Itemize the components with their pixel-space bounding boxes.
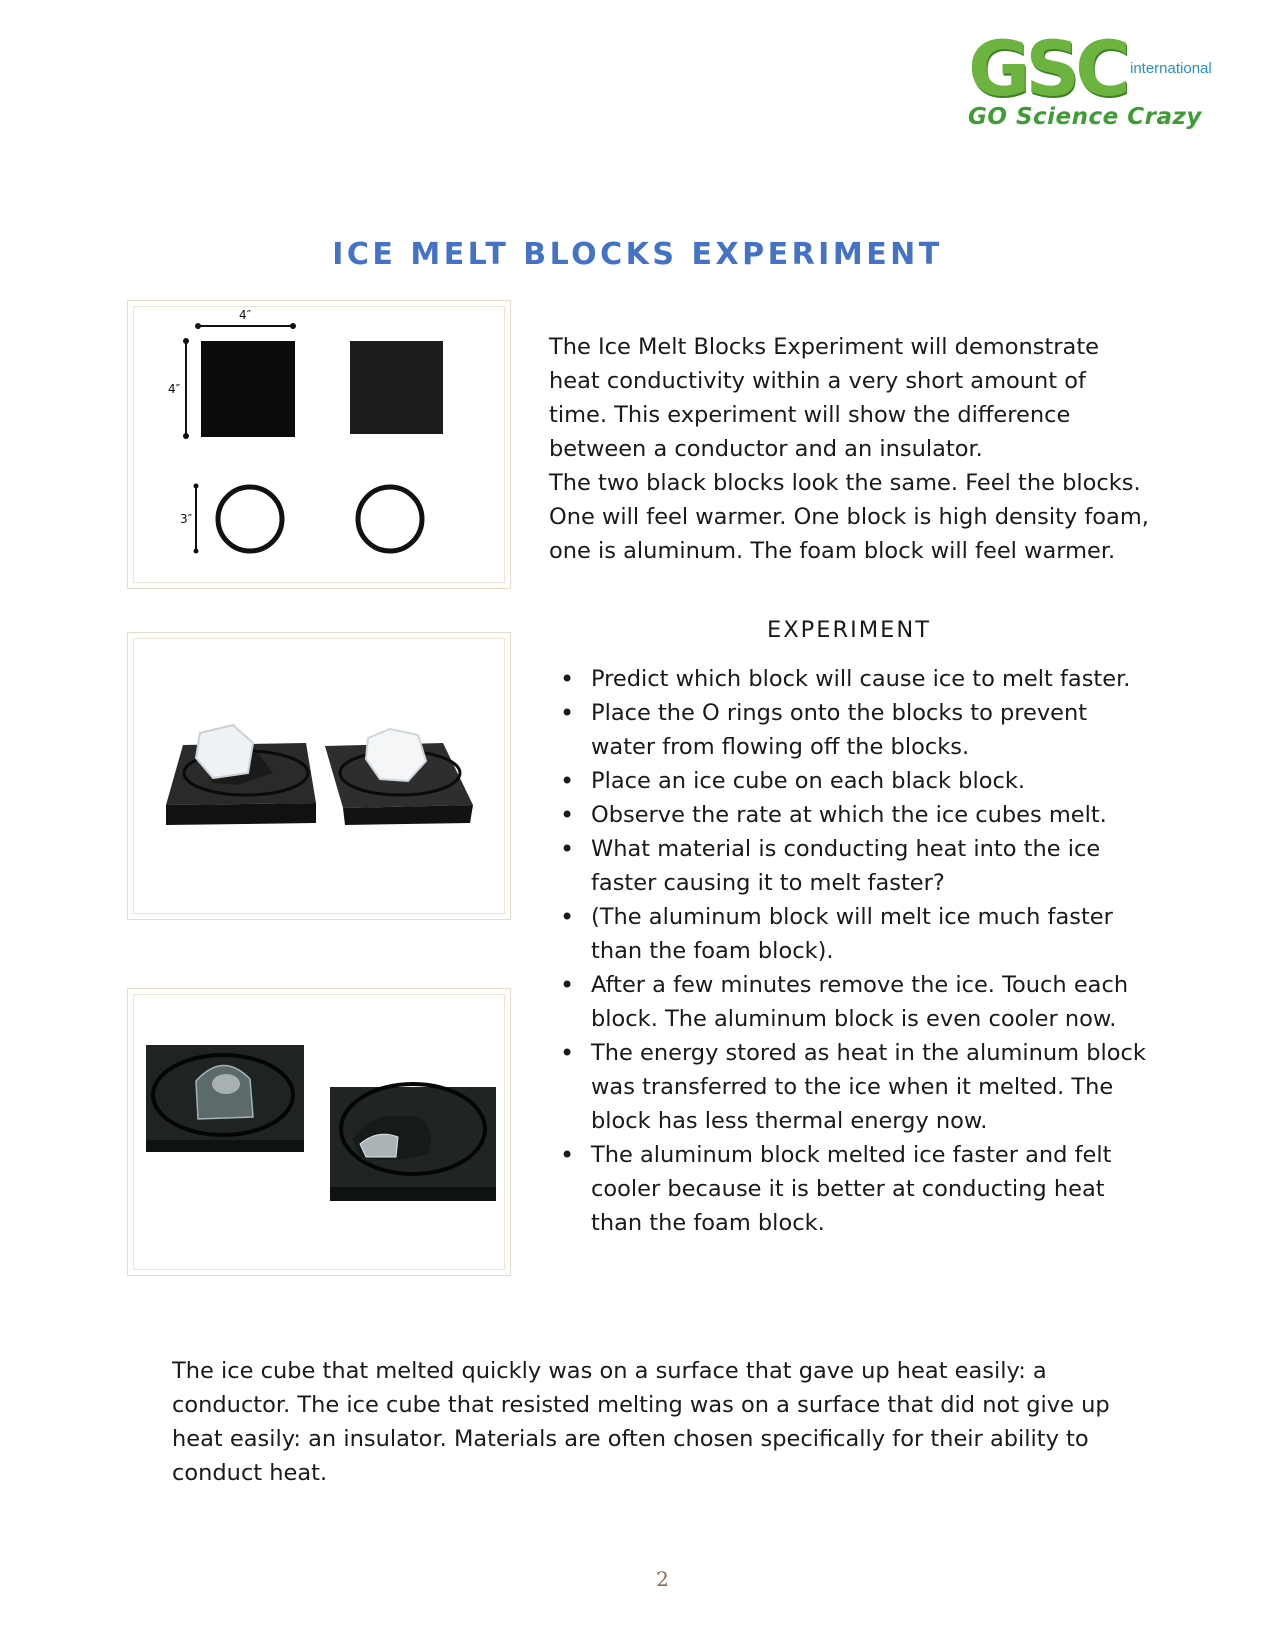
aluminum-block <box>350 341 443 434</box>
photo-melted-ice <box>127 988 511 1276</box>
list-item: • Place an ice cube on each black block. <box>549 764 1149 798</box>
intro-paragraph: The Ice Melt Blocks Experiment will demonstrate heat conductivity within a very short amount of time. This experiment will show the difference between a conductor and an insulator. <box>549 334 1099 462</box>
list-item: • After a few minutes remove the ice. Touch each block. The aluminum block is even cooler now. <box>549 968 1149 1036</box>
ice-on-blocks-illustration <box>128 633 512 921</box>
logo-tagline: GO Science Crazy <box>968 104 1202 130</box>
intro-text <box>549 330 1149 568</box>
melted-ice-illustration <box>128 989 512 1277</box>
height-label: 4″ <box>168 382 181 396</box>
foam-block <box>201 341 295 437</box>
photo-ice-on-blocks <box>127 632 511 920</box>
diagram-illustration <box>128 301 512 590</box>
width-label: 4″ <box>238 308 252 322</box>
experiment-steps-list <box>549 662 1149 1240</box>
list-item: • The energy stored as heat in the aluminum block was transferred to the ice when it melted. The block has less thermal energy now. <box>549 1036 1149 1138</box>
list-item: • (The aluminum block will melt ice much faster than the foam block). <box>549 900 1149 968</box>
page-number: 2 <box>656 1567 669 1591</box>
ring-label: 3″ <box>180 512 193 526</box>
gsc-logo <box>968 24 1228 140</box>
logo-wordmark: GSC <box>968 24 1126 113</box>
list-item: • What material is conducting heat into the ice faster causing it to melt faster? <box>549 832 1149 900</box>
diagram-blocks-and-rings <box>127 300 511 589</box>
list-item: • Predict which block will cause ice to melt faster. <box>549 662 1149 696</box>
intro-paragraph: The two black blocks look the same. Feel the blocks. One will feel warmer. One block is high density foam, one is aluminum. The foam block will feel warmer. <box>549 470 1149 564</box>
o-ring-right <box>358 487 422 551</box>
experiment-heading: EXPERIMENT <box>767 617 931 643</box>
o-ring-left <box>218 487 282 551</box>
list-item: • The aluminum block melted ice faster and felt cooler because it is better at conducting heat than the foam block. <box>549 1138 1149 1240</box>
page-title: ICE MELT BLOCKS EXPERIMENT <box>332 237 943 272</box>
logo-suffix: international <box>1130 60 1212 77</box>
closing-paragraph: The ice cube that melted quickly was on a surface that gave up heat easily: a conductor. The ice cube that resisted melting was on a surface that did not give up heat easily: an insulator. Materials are often chosen specifically for their ability to conduct heat. <box>172 1358 1110 1486</box>
list-item: • Observe the rate at which the ice cubes melt. <box>549 798 1149 832</box>
list-item: • Place the O rings onto the blocks to prevent water from flowing off the blocks. <box>549 696 1149 764</box>
